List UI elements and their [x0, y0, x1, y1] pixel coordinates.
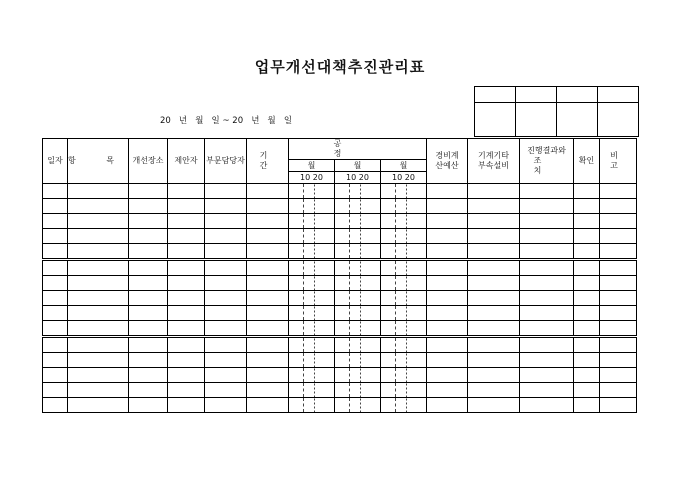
table-cell[interactable]	[205, 199, 247, 214]
table-cell[interactable]	[335, 398, 350, 413]
table-cell[interactable]	[350, 383, 381, 398]
table-cell[interactable]	[427, 229, 468, 244]
table-cell[interactable]	[600, 353, 637, 368]
table-cell[interactable]	[43, 383, 68, 398]
table-cell[interactable]	[304, 368, 335, 383]
table-cell[interactable]	[129, 368, 168, 383]
table-cell[interactable]	[205, 244, 247, 260]
form-title: 업무개선대책추진관리표	[254, 58, 426, 76]
table-cell[interactable]	[168, 383, 205, 398]
table-cell[interactable]	[129, 214, 168, 229]
table-row	[43, 229, 637, 244]
table-cell[interactable]	[304, 291, 335, 306]
table-cell[interactable]	[427, 276, 468, 291]
table-cell[interactable]	[427, 368, 468, 383]
table-cell[interactable]	[168, 398, 205, 413]
header-note: 비 고	[600, 139, 637, 184]
table-cell[interactable]	[427, 291, 468, 306]
table-cell[interactable]	[427, 398, 468, 413]
header-result: 진행결과와 조 치	[520, 139, 574, 184]
table-cell[interactable]	[520, 337, 574, 353]
header-term: 기 간	[247, 139, 289, 184]
table-cell[interactable]	[68, 291, 129, 306]
table-cell[interactable]	[574, 214, 600, 229]
table-cell[interactable]	[381, 260, 396, 276]
table-cell[interactable]	[468, 244, 520, 260]
table-cell[interactable]	[43, 276, 68, 291]
table-cell[interactable]	[205, 229, 247, 244]
table-cell[interactable]	[247, 199, 289, 214]
table-cell[interactable]	[335, 306, 350, 321]
table-cell[interactable]	[205, 337, 247, 353]
table-cell[interactable]	[381, 306, 396, 321]
table-cell[interactable]	[520, 306, 574, 321]
table-cell[interactable]	[520, 244, 574, 260]
table-cell[interactable]	[168, 353, 205, 368]
table-cell[interactable]	[381, 214, 396, 229]
table-cell[interactable]	[43, 244, 68, 260]
table-cell[interactable]	[468, 398, 520, 413]
table-cell[interactable]	[600, 214, 637, 229]
table-cell[interactable]	[304, 260, 335, 276]
table-cell[interactable]	[468, 383, 520, 398]
table-cell[interactable]	[600, 244, 637, 260]
table-cell[interactable]	[574, 276, 600, 291]
table-cell[interactable]	[468, 276, 520, 291]
table-row	[43, 214, 637, 229]
table-cell[interactable]	[289, 337, 304, 353]
table-cell[interactable]	[335, 353, 350, 368]
table-cell[interactable]	[205, 214, 247, 229]
table-cell[interactable]	[304, 276, 335, 291]
table-row	[43, 383, 637, 398]
table-cell[interactable]	[247, 276, 289, 291]
table-cell[interactable]	[600, 291, 637, 306]
table-cell[interactable]	[289, 291, 304, 306]
table-cell[interactable]	[350, 368, 381, 383]
table-cell[interactable]	[289, 321, 304, 337]
table-cell[interactable]	[247, 291, 289, 306]
table-cell[interactable]	[168, 199, 205, 214]
table-cell[interactable]	[205, 260, 247, 276]
table-cell[interactable]	[335, 199, 350, 214]
table-cell[interactable]	[168, 229, 205, 244]
header-month-1: 월	[289, 160, 335, 172]
table-cell[interactable]	[247, 260, 289, 276]
table-cell[interactable]	[335, 260, 350, 276]
table-row	[43, 321, 637, 337]
table-cell[interactable]	[304, 353, 335, 368]
table-cell[interactable]	[350, 184, 381, 199]
table-cell[interactable]	[129, 276, 168, 291]
table-cell[interactable]	[396, 383, 427, 398]
table-cell[interactable]	[129, 398, 168, 413]
header-dept: 부문담당자	[205, 139, 247, 184]
table-cell[interactable]	[427, 306, 468, 321]
table-cell[interactable]	[68, 229, 129, 244]
table-cell[interactable]	[381, 353, 396, 368]
table-row	[43, 291, 637, 306]
table-cell[interactable]	[43, 229, 68, 244]
table-cell[interactable]	[600, 321, 637, 337]
table-row	[43, 368, 637, 383]
table-cell[interactable]	[468, 229, 520, 244]
table-cell[interactable]	[247, 229, 289, 244]
table-cell[interactable]	[289, 398, 304, 413]
table-cell[interactable]	[335, 229, 350, 244]
header-place: 개선장소	[129, 139, 168, 184]
table-cell[interactable]	[129, 244, 168, 260]
table-cell[interactable]	[396, 321, 427, 337]
management-table	[42, 138, 637, 413]
table-cell[interactable]	[520, 184, 574, 199]
table-row	[43, 337, 637, 353]
table-cell[interactable]	[43, 398, 68, 413]
table-cell[interactable]	[520, 321, 574, 337]
table-cell[interactable]	[43, 260, 68, 276]
table-cell[interactable]	[335, 321, 350, 337]
table-cell[interactable]	[396, 368, 427, 383]
table-cell[interactable]	[468, 260, 520, 276]
table-cell[interactable]	[381, 291, 396, 306]
table-cell[interactable]	[43, 321, 68, 337]
table-cell[interactable]	[574, 337, 600, 353]
table-cell[interactable]	[68, 244, 129, 260]
header-days-2: 10 20	[335, 172, 381, 184]
table-cell[interactable]	[68, 214, 129, 229]
table-cell[interactable]	[468, 337, 520, 353]
table-cell[interactable]	[247, 184, 289, 199]
table-row	[43, 353, 637, 368]
table-cell[interactable]	[168, 306, 205, 321]
table-cell[interactable]	[68, 321, 129, 337]
table-cell[interactable]	[520, 214, 574, 229]
table-cell[interactable]	[574, 306, 600, 321]
table-cell[interactable]	[427, 383, 468, 398]
table-cell[interactable]	[289, 276, 304, 291]
table-cell[interactable]	[396, 184, 427, 199]
table-cell[interactable]	[68, 276, 129, 291]
table-cell[interactable]	[520, 199, 574, 214]
table-cell[interactable]	[468, 199, 520, 214]
table-cell[interactable]	[68, 368, 129, 383]
table-cell[interactable]	[350, 244, 381, 260]
table-cell[interactable]	[335, 383, 350, 398]
table-cell[interactable]	[205, 398, 247, 413]
table-cell[interactable]	[574, 321, 600, 337]
table-cell[interactable]	[381, 276, 396, 291]
table-cell[interactable]	[304, 199, 335, 214]
table-cell[interactable]	[129, 353, 168, 368]
table-cell[interactable]	[396, 276, 427, 291]
header-month-3: 월	[381, 160, 427, 172]
table-cell[interactable]	[427, 260, 468, 276]
table-cell[interactable]	[304, 229, 335, 244]
table-cell[interactable]	[68, 260, 129, 276]
table-cell[interactable]	[350, 260, 381, 276]
table-cell[interactable]	[350, 398, 381, 413]
table-cell[interactable]	[396, 199, 427, 214]
table-cell[interactable]	[381, 184, 396, 199]
table-cell[interactable]	[43, 353, 68, 368]
table-cell[interactable]	[350, 199, 381, 214]
table-row	[43, 276, 637, 291]
table-cell[interactable]	[381, 337, 396, 353]
table-cell[interactable]	[600, 199, 637, 214]
table-cell[interactable]	[600, 184, 637, 199]
table-cell[interactable]	[168, 184, 205, 199]
table-cell[interactable]	[205, 184, 247, 199]
table-cell[interactable]	[574, 244, 600, 260]
table-cell[interactable]	[68, 199, 129, 214]
table-cell[interactable]	[574, 291, 600, 306]
table-cell[interactable]	[129, 337, 168, 353]
table-cell[interactable]	[247, 337, 289, 353]
table-cell[interactable]	[43, 199, 68, 214]
table-cell[interactable]	[289, 383, 304, 398]
table-cell[interactable]	[304, 398, 335, 413]
table-cell[interactable]	[468, 291, 520, 306]
table-cell[interactable]	[468, 214, 520, 229]
table-cell[interactable]	[205, 368, 247, 383]
table-cell[interactable]	[520, 383, 574, 398]
table-cell[interactable]	[335, 184, 350, 199]
table-cell[interactable]	[600, 306, 637, 321]
period-line: 20 년 월 일 ~ 20 년 월 일	[160, 116, 293, 126]
table-cell[interactable]	[468, 321, 520, 337]
table-cell[interactable]	[574, 260, 600, 276]
table-cell[interactable]	[468, 368, 520, 383]
table-cell[interactable]	[304, 306, 335, 321]
table-cell[interactable]	[520, 276, 574, 291]
table-cell[interactable]	[520, 291, 574, 306]
table-cell[interactable]	[396, 214, 427, 229]
table-cell[interactable]	[247, 353, 289, 368]
header-date: 일자	[43, 139, 68, 184]
table-cell[interactable]	[43, 184, 68, 199]
table-cell[interactable]	[129, 383, 168, 398]
table-cell[interactable]	[247, 321, 289, 337]
table-cell[interactable]	[247, 244, 289, 260]
table-cell[interactable]	[168, 260, 205, 276]
table-cell[interactable]	[304, 337, 335, 353]
table-cell[interactable]	[381, 321, 396, 337]
table-cell[interactable]	[129, 321, 168, 337]
table-cell[interactable]	[381, 199, 396, 214]
header-month-2: 월	[335, 160, 381, 172]
table-cell[interactable]	[289, 199, 304, 214]
table-cell[interactable]	[350, 291, 381, 306]
table-cell[interactable]	[520, 229, 574, 244]
table-cell[interactable]	[427, 353, 468, 368]
table-cell[interactable]	[600, 276, 637, 291]
table-cell[interactable]	[289, 214, 304, 229]
table-cell[interactable]	[289, 260, 304, 276]
table-cell[interactable]	[335, 337, 350, 353]
table-cell[interactable]	[335, 368, 350, 383]
table-cell[interactable]	[304, 184, 335, 199]
table-cell[interactable]	[381, 368, 396, 383]
table-cell[interactable]	[574, 353, 600, 368]
table-cell[interactable]	[205, 276, 247, 291]
table-cell[interactable]	[600, 337, 637, 353]
table-cell[interactable]	[304, 214, 335, 229]
table-cell[interactable]	[350, 337, 381, 353]
table-cell[interactable]	[427, 184, 468, 199]
table-cell[interactable]	[427, 337, 468, 353]
table-cell[interactable]	[396, 229, 427, 244]
table-cell[interactable]	[427, 244, 468, 260]
table-cell[interactable]	[396, 260, 427, 276]
table-cell[interactable]	[205, 291, 247, 306]
table-cell[interactable]	[468, 306, 520, 321]
table-cell[interactable]	[43, 306, 68, 321]
table-cell[interactable]	[520, 260, 574, 276]
table-cell[interactable]	[600, 398, 637, 413]
table-cell[interactable]	[381, 229, 396, 244]
table-cell[interactable]	[574, 398, 600, 413]
header-item: 항 목	[68, 139, 129, 184]
header-equipment: 기계기타 부속설비	[468, 139, 520, 184]
table-cell[interactable]	[304, 321, 335, 337]
table-row	[43, 244, 637, 260]
table-cell[interactable]	[304, 383, 335, 398]
table-cell[interactable]	[574, 368, 600, 383]
header-process: 공 정	[289, 139, 427, 160]
table-cell[interactable]	[68, 353, 129, 368]
table-row	[43, 260, 637, 276]
table-cell[interactable]	[168, 321, 205, 337]
table-cell[interactable]	[129, 184, 168, 199]
table-cell[interactable]	[427, 199, 468, 214]
table-cell[interactable]	[396, 398, 427, 413]
table-cell[interactable]	[247, 214, 289, 229]
table-cell[interactable]	[520, 398, 574, 413]
table-row	[43, 184, 637, 199]
table-cell[interactable]	[396, 244, 427, 260]
table-cell[interactable]	[396, 353, 427, 368]
table-cell[interactable]	[168, 244, 205, 260]
table-cell[interactable]	[247, 368, 289, 383]
table-cell[interactable]	[520, 368, 574, 383]
table-cell[interactable]	[129, 306, 168, 321]
approval-box	[474, 86, 639, 137]
table-cell[interactable]	[350, 214, 381, 229]
header-budget: 경비계 산예산	[427, 139, 468, 184]
table-cell[interactable]	[396, 306, 427, 321]
table-cell[interactable]	[129, 229, 168, 244]
table-cell[interactable]	[468, 184, 520, 199]
table-cell[interactable]	[574, 199, 600, 214]
header-confirm: 확인	[574, 139, 600, 184]
table-cell[interactable]	[468, 353, 520, 368]
table-cell[interactable]	[129, 199, 168, 214]
table-cell[interactable]	[304, 244, 335, 260]
table-cell[interactable]	[350, 353, 381, 368]
table-cell[interactable]	[168, 291, 205, 306]
header-days-1: 10 20	[289, 172, 335, 184]
table-cell[interactable]	[289, 244, 304, 260]
table-cell[interactable]	[600, 383, 637, 398]
table-row	[43, 199, 637, 214]
table-cell[interactable]	[43, 291, 68, 306]
table-cell[interactable]	[205, 321, 247, 337]
table-cell[interactable]	[574, 229, 600, 244]
table-row	[43, 306, 637, 321]
table-cell[interactable]	[335, 244, 350, 260]
table-cell[interactable]	[68, 184, 129, 199]
table-cell[interactable]	[600, 229, 637, 244]
table-cell[interactable]	[427, 321, 468, 337]
table-cell[interactable]	[247, 306, 289, 321]
table-cell[interactable]	[381, 398, 396, 413]
table-cell[interactable]	[381, 383, 396, 398]
table-cell[interactable]	[427, 214, 468, 229]
table-cell[interactable]	[129, 260, 168, 276]
table-cell[interactable]	[247, 398, 289, 413]
table-cell[interactable]	[396, 291, 427, 306]
table-cell[interactable]	[247, 383, 289, 398]
table-cell[interactable]	[68, 306, 129, 321]
header-days-3: 10 20	[381, 172, 427, 184]
table-cell[interactable]	[43, 368, 68, 383]
table-cell[interactable]	[205, 383, 247, 398]
table-cell[interactable]	[335, 276, 350, 291]
table-cell[interactable]	[381, 244, 396, 260]
table-cell[interactable]	[289, 229, 304, 244]
table-cell[interactable]	[205, 353, 247, 368]
table-cell[interactable]	[574, 184, 600, 199]
table-cell[interactable]	[289, 184, 304, 199]
table-cell[interactable]	[350, 306, 381, 321]
table-cell[interactable]	[600, 260, 637, 276]
table-cell[interactable]	[396, 337, 427, 353]
table-cell[interactable]	[335, 291, 350, 306]
table-cell[interactable]	[168, 337, 205, 353]
table-cell[interactable]	[129, 291, 168, 306]
table-cell[interactable]	[168, 276, 205, 291]
table-cell[interactable]	[289, 368, 304, 383]
table-row	[43, 398, 637, 413]
table-cell[interactable]	[350, 229, 381, 244]
table-cell[interactable]	[168, 368, 205, 383]
table-cell[interactable]	[350, 321, 381, 337]
table-cell[interactable]	[43, 337, 68, 353]
table-cell[interactable]	[68, 383, 129, 398]
table-cell[interactable]	[350, 276, 381, 291]
table-cell[interactable]	[68, 337, 129, 353]
table-cell[interactable]	[289, 353, 304, 368]
table-cell[interactable]	[68, 398, 129, 413]
table-cell[interactable]	[520, 353, 574, 368]
table-cell[interactable]	[168, 214, 205, 229]
table-body	[43, 184, 637, 413]
table-cell[interactable]	[600, 368, 637, 383]
table-cell[interactable]	[205, 306, 247, 321]
table-cell[interactable]	[43, 214, 68, 229]
header-proposer: 제안자	[168, 139, 205, 184]
table-cell[interactable]	[335, 214, 350, 229]
table-cell[interactable]	[289, 306, 304, 321]
table-cell[interactable]	[574, 383, 600, 398]
